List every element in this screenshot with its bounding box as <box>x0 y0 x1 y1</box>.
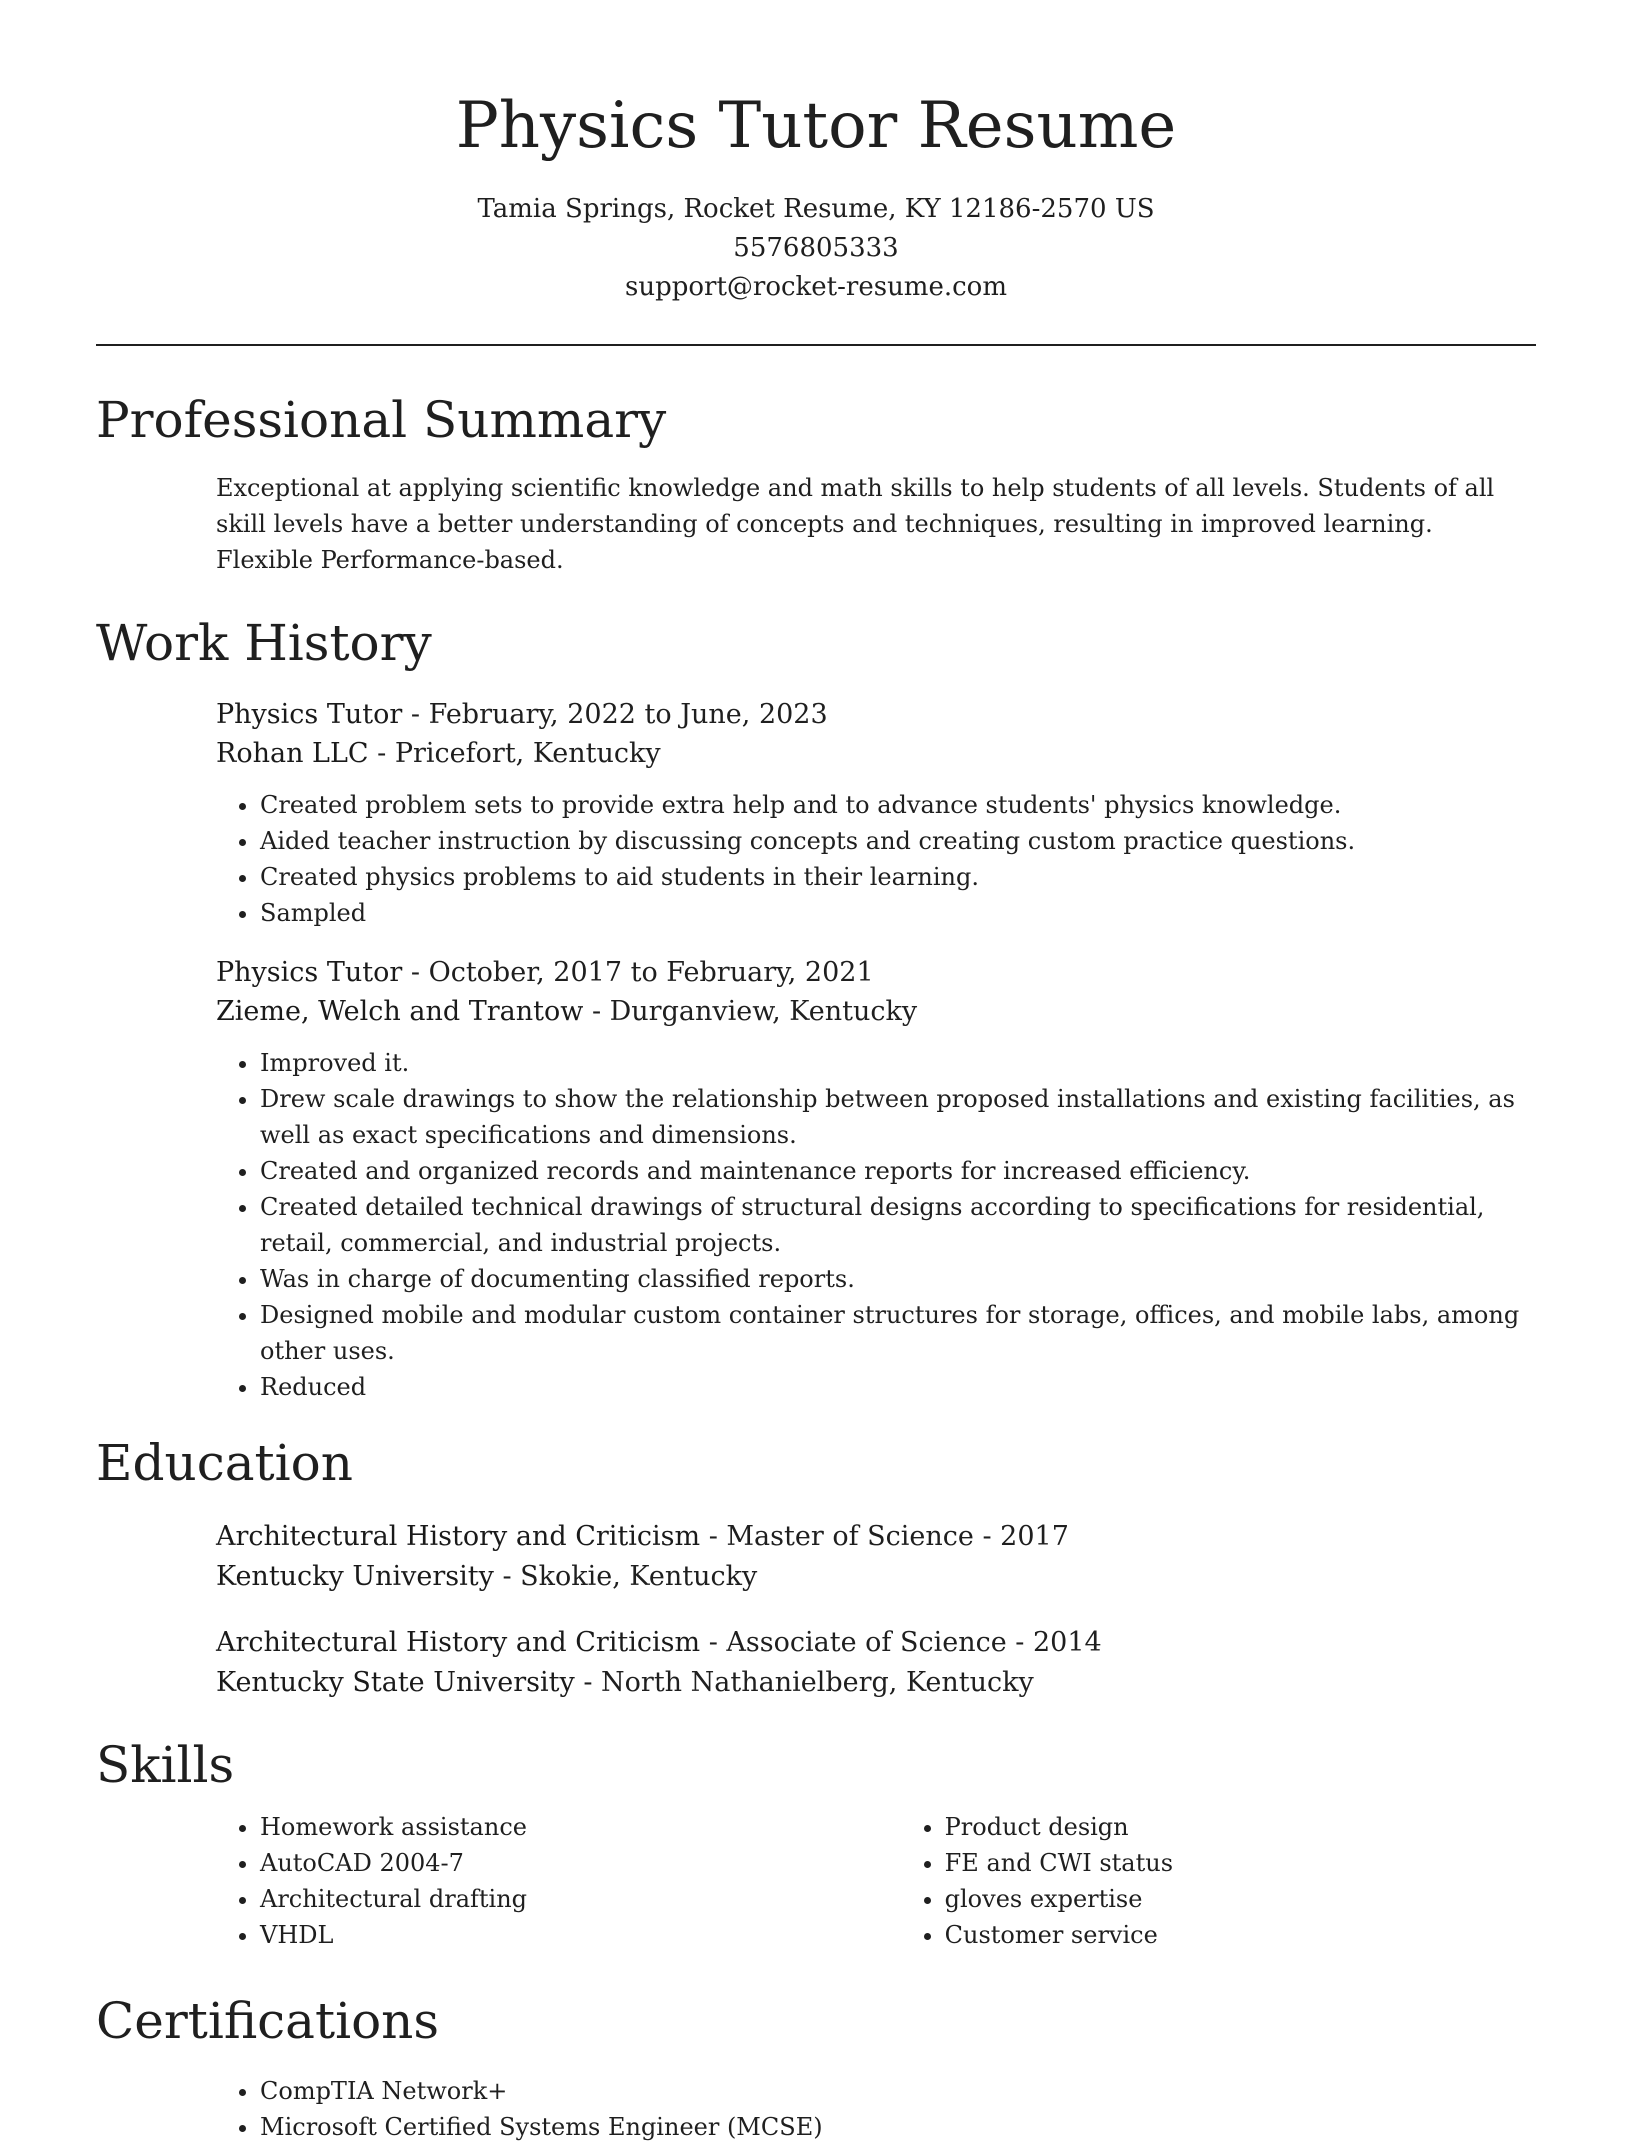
skill-item: • FE and CWI status <box>945 1845 1536 1881</box>
job-bullet: • Created detailed technical drawings of structural designs according to specifications for residential, retail, commercial, and industrial projects. <box>260 1189 1536 1261</box>
resume-page <box>96 0 1536 2145</box>
summary-section <box>96 390 1536 578</box>
education-school-line <box>216 1557 1536 1597</box>
contact-address: Tamia Springs, Rocket Resume, KY 12186-2570 US <box>477 194 1155 224</box>
contact-email[interactable]: support@rocket-resume.com <box>624 272 1007 302</box>
job-company-line <box>216 734 1536 773</box>
job-bullet: • Aided teacher instruction by discussing concepts and creating custom practice questions. <box>260 823 1536 859</box>
education-heading: Education <box>96 1434 353 1492</box>
education-school: Kentucky State University <box>216 1667 575 1698</box>
skill-item: • Product design <box>945 1809 1536 1845</box>
contact-phone: 5576805333 <box>733 233 899 263</box>
education-field: Architectural History and Criticism <box>216 1521 701 1552</box>
work-history-section <box>96 613 1536 1405</box>
job-bullets <box>216 787 1536 931</box>
job-company: Rohan LLC <box>216 738 369 769</box>
education-entry <box>216 1623 1536 1703</box>
job-title-line <box>216 695 1536 734</box>
skill-item: • Architectural drafting <box>260 1881 901 1917</box>
job-title: Physics Tutor <box>216 699 403 730</box>
certifications-section <box>96 1991 1536 2145</box>
job-entry <box>216 953 1536 1405</box>
job-bullet: • Created and organized records and maintenance reports for increased efficiency. <box>260 1153 1536 1189</box>
education-field: Architectural History and Criticism <box>216 1627 701 1658</box>
job-bullet: • Created physics problems to aid students in their learning. <box>260 859 1536 895</box>
education-location: - Skokie, Kentucky <box>493 1561 758 1592</box>
education-degree-line <box>216 1623 1536 1663</box>
job-location: - Pricefort, Kentucky <box>368 738 661 769</box>
job-entry <box>216 695 1536 931</box>
certification-item: • CompTIA Network+ <box>260 2073 1536 2109</box>
contact-info <box>96 190 1536 307</box>
job-bullet: • Reduced <box>260 1369 1536 1405</box>
job-bullet: • Drew scale drawings to show the relationship between proposed installations and existing facilities, as well as exact specifications and dimensions. <box>260 1081 1536 1153</box>
skills-section <box>96 1735 1536 1953</box>
job-bullet: • Improved it. <box>260 1045 1536 1081</box>
education-entry <box>216 1517 1536 1597</box>
skills-grid <box>216 1809 1536 1953</box>
resume-title: Physics Tutor Resume <box>455 89 1177 163</box>
job-title: Physics Tutor <box>216 957 403 988</box>
job-dates: - February, 2022 to June, 2023 <box>402 699 828 730</box>
job-company: Zieme, Welch and Trantow <box>216 996 584 1027</box>
education-school: Kentucky University <box>216 1561 494 1592</box>
skills-column-2 <box>901 1809 1536 1953</box>
certification-item: • Microsoft Certified Systems Engineer (MCSE) <box>260 2109 1536 2145</box>
work-history-heading: Work History <box>96 614 432 672</box>
skill-item: • Customer service <box>945 1917 1536 1953</box>
job-company-line <box>216 992 1536 1031</box>
summary-text: Exceptional at applying scientific knowledge and math skills to help students of all levels. Students of all skill levels have a better understanding of concepts and techniques, resulting in improved learning. Flexible Performance-based. <box>216 474 1495 574</box>
job-location: - Durganview, Kentucky <box>583 996 918 1027</box>
job-bullet: • Was in charge of documenting classified reports. <box>260 1261 1536 1297</box>
skill-item: • AutoCAD 2004-7 <box>260 1845 901 1881</box>
job-bullet: • Sampled <box>260 895 1536 931</box>
job-dates: - October, 2017 to February, 2021 <box>402 957 874 988</box>
education-degree: - Associate of Science - 2014 <box>700 1627 1102 1658</box>
summary-heading: Professional Summary <box>96 391 667 449</box>
education-section <box>96 1433 1536 1703</box>
certifications-list <box>216 2073 1536 2145</box>
job-bullets <box>216 1045 1536 1405</box>
education-degree-line <box>216 1517 1536 1557</box>
job-bullet: • Designed mobile and modular custom container structures for storage, offices, and mobile labs, among other uses. <box>260 1297 1536 1369</box>
skill-item: • VHDL <box>260 1917 901 1953</box>
header-divider <box>96 344 1536 346</box>
certifications-list-wrap <box>216 2073 1536 2145</box>
skill-item: • gloves expertise <box>945 1881 1536 1917</box>
job-bullet: • Created problem sets to provide extra help and to advance students' physics knowledge. <box>260 787 1536 823</box>
skill-item: • Homework assistance <box>260 1809 901 1845</box>
education-location: - North Nathanielberg, Kentucky <box>574 1667 1034 1698</box>
job-title-line <box>216 953 1536 992</box>
skills-heading: Skills <box>96 1736 235 1794</box>
certifications-heading: Certifications <box>96 1992 440 2050</box>
education-school-line <box>216 1663 1536 1703</box>
skills-column-1 <box>216 1809 901 1953</box>
education-degree: - Master of Science - 2017 <box>700 1521 1069 1552</box>
